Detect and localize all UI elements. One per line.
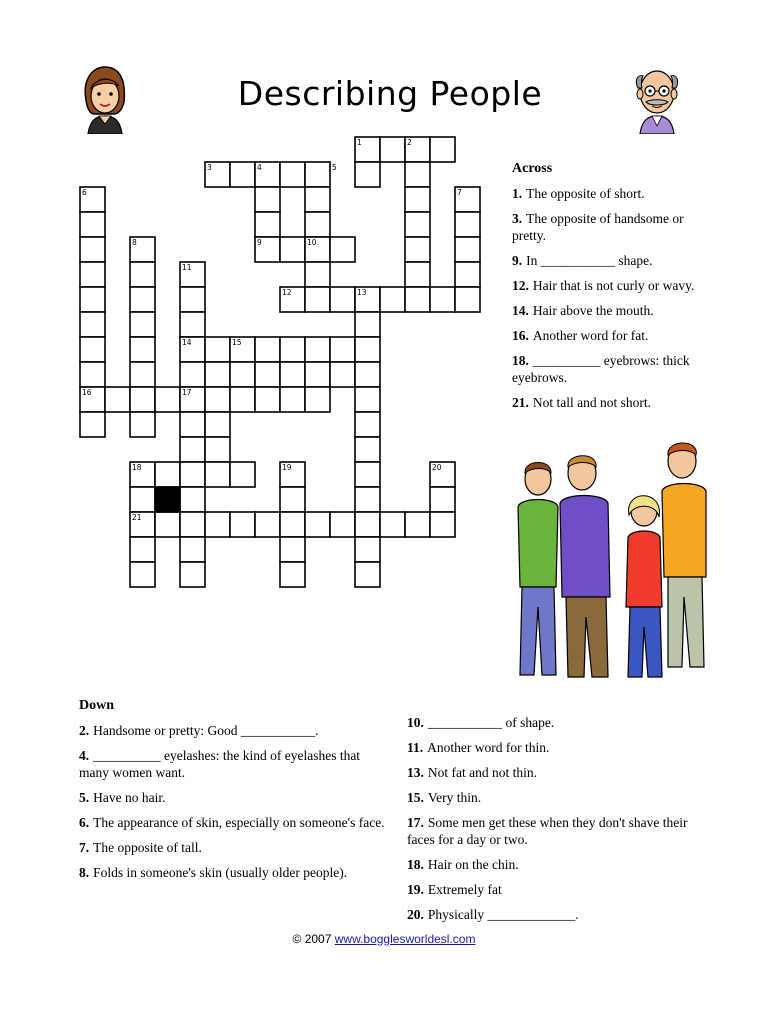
clue-text: ___________ of shape. (427, 715, 555, 730)
clue-item (407, 856, 707, 873)
grid-cell[interactable] (205, 462, 230, 487)
grid-cell[interactable] (180, 412, 205, 437)
cell-number: 8 (132, 238, 137, 247)
grid-cell[interactable] (380, 287, 405, 312)
clue-number: 18. (407, 857, 424, 872)
grid-cell[interactable] (305, 362, 330, 387)
clue-number: 14. (512, 303, 529, 318)
grid-cell[interactable] (130, 487, 155, 512)
clue-text: The opposite of tall. (93, 840, 202, 855)
clue-number: 3. (512, 211, 523, 226)
cell-number: 21 (132, 513, 142, 522)
clue-item (407, 814, 707, 848)
grid-cell[interactable] (180, 437, 205, 462)
grid-cell[interactable] (230, 462, 255, 487)
cell-number: 15 (232, 338, 242, 347)
grid-cell[interactable] (205, 387, 230, 412)
grid-cell[interactable] (230, 362, 255, 387)
clue-text: Hair on the chin. (427, 857, 519, 872)
grid-cell[interactable] (330, 287, 355, 312)
cell-number: 17 (182, 388, 192, 397)
clue-item (512, 185, 712, 202)
clue-item (512, 352, 712, 386)
cell-number: 3 (207, 163, 212, 172)
grid-cell[interactable] (205, 412, 230, 437)
grid-cell[interactable] (80, 262, 105, 287)
grid-cell[interactable] (155, 462, 180, 487)
clue-number: 6. (79, 815, 90, 830)
grid-cell[interactable] (405, 262, 430, 287)
clue-text: Extremely fat (427, 882, 502, 897)
grid-cell[interactable] (305, 387, 330, 412)
grid-cell[interactable] (455, 212, 480, 237)
grid-cell[interactable] (80, 412, 105, 437)
clue-number: 11. (407, 740, 424, 755)
clue-item (407, 881, 707, 898)
clue-text: Some men get these when they don't shave their faces for a day or two. (407, 815, 688, 847)
grid-cell[interactable] (130, 337, 155, 362)
clue-item (512, 394, 712, 411)
grid-cell[interactable] (80, 362, 105, 387)
grid-cell[interactable] (80, 237, 105, 262)
clue-number: 8. (79, 865, 90, 880)
grid-cell[interactable] (405, 287, 430, 312)
clue-number: 10. (407, 715, 424, 730)
grid-cell[interactable] (80, 212, 105, 237)
grid-cell[interactable] (80, 287, 105, 312)
grid-cell[interactable] (280, 537, 305, 562)
clue-text: Not tall and not short. (532, 395, 651, 410)
grid-cell[interactable] (280, 162, 305, 187)
grid-cell[interactable] (155, 512, 180, 537)
clue-number: 4. (79, 748, 90, 763)
cell-number: 14 (182, 338, 192, 347)
black-cell (155, 487, 180, 512)
grid-cell[interactable] (280, 562, 305, 587)
grid-cell[interactable] (130, 262, 155, 287)
grid-cell[interactable] (255, 387, 280, 412)
cell-number: 9 (257, 238, 262, 247)
grid-cell[interactable] (305, 262, 330, 287)
grid-cell[interactable] (355, 337, 380, 362)
website-link[interactable]: www.bogglesworldesl.com (334, 932, 476, 946)
grid-cell[interactable] (180, 487, 205, 512)
grid-cell[interactable] (180, 537, 205, 562)
grid-cell[interactable] (355, 362, 380, 387)
grid-cell[interactable] (280, 387, 305, 412)
grid-cell[interactable] (305, 287, 330, 312)
cell-number: 18 (132, 463, 142, 472)
clue-text: __________ eyelashes: the kind of eyelashes that many women want. (79, 748, 361, 780)
across-clues (512, 160, 712, 419)
cell-number: 1 (357, 138, 362, 147)
clue-item (79, 864, 391, 881)
clue-item (407, 906, 707, 923)
clue-text: Hair above the mouth. (532, 303, 654, 318)
clue-item (512, 252, 712, 269)
grid-cell[interactable] (230, 512, 255, 537)
grid-cell[interactable] (430, 487, 455, 512)
grid-cell[interactable] (205, 337, 230, 362)
clue-number: 20. (407, 907, 424, 922)
clue-number: 12. (512, 278, 529, 293)
grid-cell[interactable] (330, 237, 355, 262)
cell-number: 6 (82, 188, 87, 197)
clue-item (407, 764, 707, 781)
clue-number: 13. (407, 765, 424, 780)
cell-number: 4 (257, 163, 262, 172)
group-of-people-illustration (510, 437, 710, 689)
grid-cell[interactable] (180, 312, 205, 337)
grid-cell[interactable] (230, 162, 255, 187)
grid-cell[interactable] (80, 312, 105, 337)
clue-text: In ___________ shape. (526, 253, 653, 268)
clue-number: 17. (407, 815, 424, 830)
grid-cell[interactable] (455, 237, 480, 262)
grid-cell[interactable] (455, 262, 480, 287)
grid-cell[interactable] (130, 537, 155, 562)
grid-cell[interactable] (355, 412, 380, 437)
clue-number: 9. (512, 253, 523, 268)
grid-cell[interactable] (355, 487, 380, 512)
clue-text: The appearance of skin, especially on someone's face. (93, 815, 385, 830)
clue-text: Hair that is not curly or wavy. (532, 278, 695, 293)
grid-cell[interactable] (405, 187, 430, 212)
clue-item (79, 722, 391, 739)
cell-number: 16 (82, 388, 92, 397)
down-clues-left (79, 697, 391, 889)
grid-cell[interactable] (405, 237, 430, 262)
clue-item (512, 327, 712, 344)
grid-cell[interactable] (305, 212, 330, 237)
grid-cell[interactable] (255, 512, 280, 537)
clue-text: The opposite of handsome or pretty. (512, 211, 684, 243)
grid-cell[interactable] (180, 362, 205, 387)
grid-cell[interactable] (305, 162, 330, 187)
clue-number: 1. (512, 186, 523, 201)
grid-cell[interactable] (155, 387, 180, 412)
across-heading: Across (512, 161, 553, 176)
copyright-text: © 2007 (292, 932, 332, 946)
clue-text: __________ eyebrows: thick eyebrows. (512, 353, 690, 385)
grid-cell[interactable] (355, 437, 380, 462)
grid-cell[interactable] (180, 562, 205, 587)
grid-cell[interactable] (130, 362, 155, 387)
clue-text: Have no hair. (93, 790, 166, 805)
clue-item (79, 789, 391, 806)
cell-number: 11 (182, 263, 192, 272)
cell-number: 5 (332, 163, 337, 172)
down-heading: Down (79, 698, 115, 713)
grid-cell[interactable] (330, 512, 355, 537)
clue-number: 16. (512, 328, 529, 343)
grid-cell[interactable] (180, 287, 205, 312)
clue-item (512, 302, 712, 319)
grid-cell[interactable] (130, 387, 155, 412)
grid-cell[interactable] (205, 512, 230, 537)
cell-number: 7 (457, 188, 462, 197)
grid-cell[interactable] (380, 512, 405, 537)
grid-cell[interactable] (280, 362, 305, 387)
grid-cell[interactable] (130, 287, 155, 312)
clue-number: 15. (407, 790, 424, 805)
grid-cell[interactable] (255, 337, 280, 362)
grid-cell[interactable] (430, 287, 455, 312)
grid-cell[interactable] (355, 512, 380, 537)
cell-number: 2 (407, 138, 412, 147)
clue-number: 21. (512, 395, 529, 410)
clue-number: 19. (407, 882, 424, 897)
grid-cell[interactable] (430, 137, 455, 162)
grid-cell[interactable] (455, 287, 480, 312)
grid-cell[interactable] (280, 337, 305, 362)
clue-item (79, 747, 391, 781)
grid-cell[interactable] (355, 462, 380, 487)
grid-cell[interactable] (205, 362, 230, 387)
clue-text: The opposite of short. (526, 186, 645, 201)
clue-item (512, 277, 712, 294)
cell-number: 20 (432, 463, 442, 472)
clue-text: Another word for thin. (427, 740, 550, 755)
down-clues-right (407, 714, 707, 931)
grid-cell[interactable] (255, 212, 280, 237)
grid-cell[interactable] (380, 137, 405, 162)
clue-item (407, 789, 707, 806)
cell-number: 19 (282, 463, 292, 472)
grid-cell[interactable] (330, 362, 355, 387)
grid-cell[interactable] (205, 437, 230, 462)
grid-cell[interactable] (355, 537, 380, 562)
grid-cell[interactable] (405, 212, 430, 237)
clue-number: 18. (512, 353, 529, 368)
grid-cell[interactable] (130, 412, 155, 437)
footer (0, 932, 768, 946)
grid-cell[interactable] (355, 162, 380, 187)
clue-text: Not fat and not thin. (427, 765, 537, 780)
clue-text: Physically _____________. (427, 907, 579, 922)
grid-cell[interactable] (280, 512, 305, 537)
grid-cell[interactable] (255, 187, 280, 212)
clue-text: Handsome or pretty: Good ___________. (93, 723, 319, 738)
page-title: Describing People (237, 74, 543, 113)
clue-text: Folds in someone's skin (usually older people). (93, 865, 348, 880)
grid-cell[interactable] (255, 362, 280, 387)
clue-item (79, 814, 391, 831)
grid-cell[interactable] (130, 312, 155, 337)
clue-text: Very thin. (427, 790, 482, 805)
cell-number: 12 (282, 288, 292, 297)
cell-number: 10 (307, 238, 317, 247)
grid-cell[interactable] (280, 237, 305, 262)
clue-text: Another word for fat. (532, 328, 649, 343)
grid-cell[interactable] (405, 162, 430, 187)
clue-item (79, 839, 391, 856)
clue-item (512, 210, 712, 244)
clue-number: 5. (79, 790, 90, 805)
grid-cell[interactable] (405, 512, 430, 537)
grid-cell[interactable] (355, 562, 380, 587)
grid-cell[interactable] (180, 512, 205, 537)
clue-number: 2. (79, 723, 90, 738)
grid-cell[interactable] (105, 387, 130, 412)
clue-number: 7. (79, 840, 90, 855)
grid-cell[interactable] (80, 337, 105, 362)
grid-cell[interactable] (330, 337, 355, 362)
grid-cell[interactable] (130, 562, 155, 587)
grid-cell[interactable] (180, 462, 205, 487)
grid-cell[interactable] (305, 512, 330, 537)
grid-cell[interactable] (305, 187, 330, 212)
cell-number: 13 (357, 288, 367, 297)
grid-cell[interactable] (430, 512, 455, 537)
grid-cell[interactable] (230, 387, 255, 412)
grid-cell[interactable] (355, 312, 380, 337)
clue-item (407, 714, 707, 731)
clue-item (407, 739, 707, 756)
grid-cell[interactable] (305, 337, 330, 362)
grid-cell[interactable] (280, 487, 305, 512)
grid-cell[interactable] (355, 387, 380, 412)
